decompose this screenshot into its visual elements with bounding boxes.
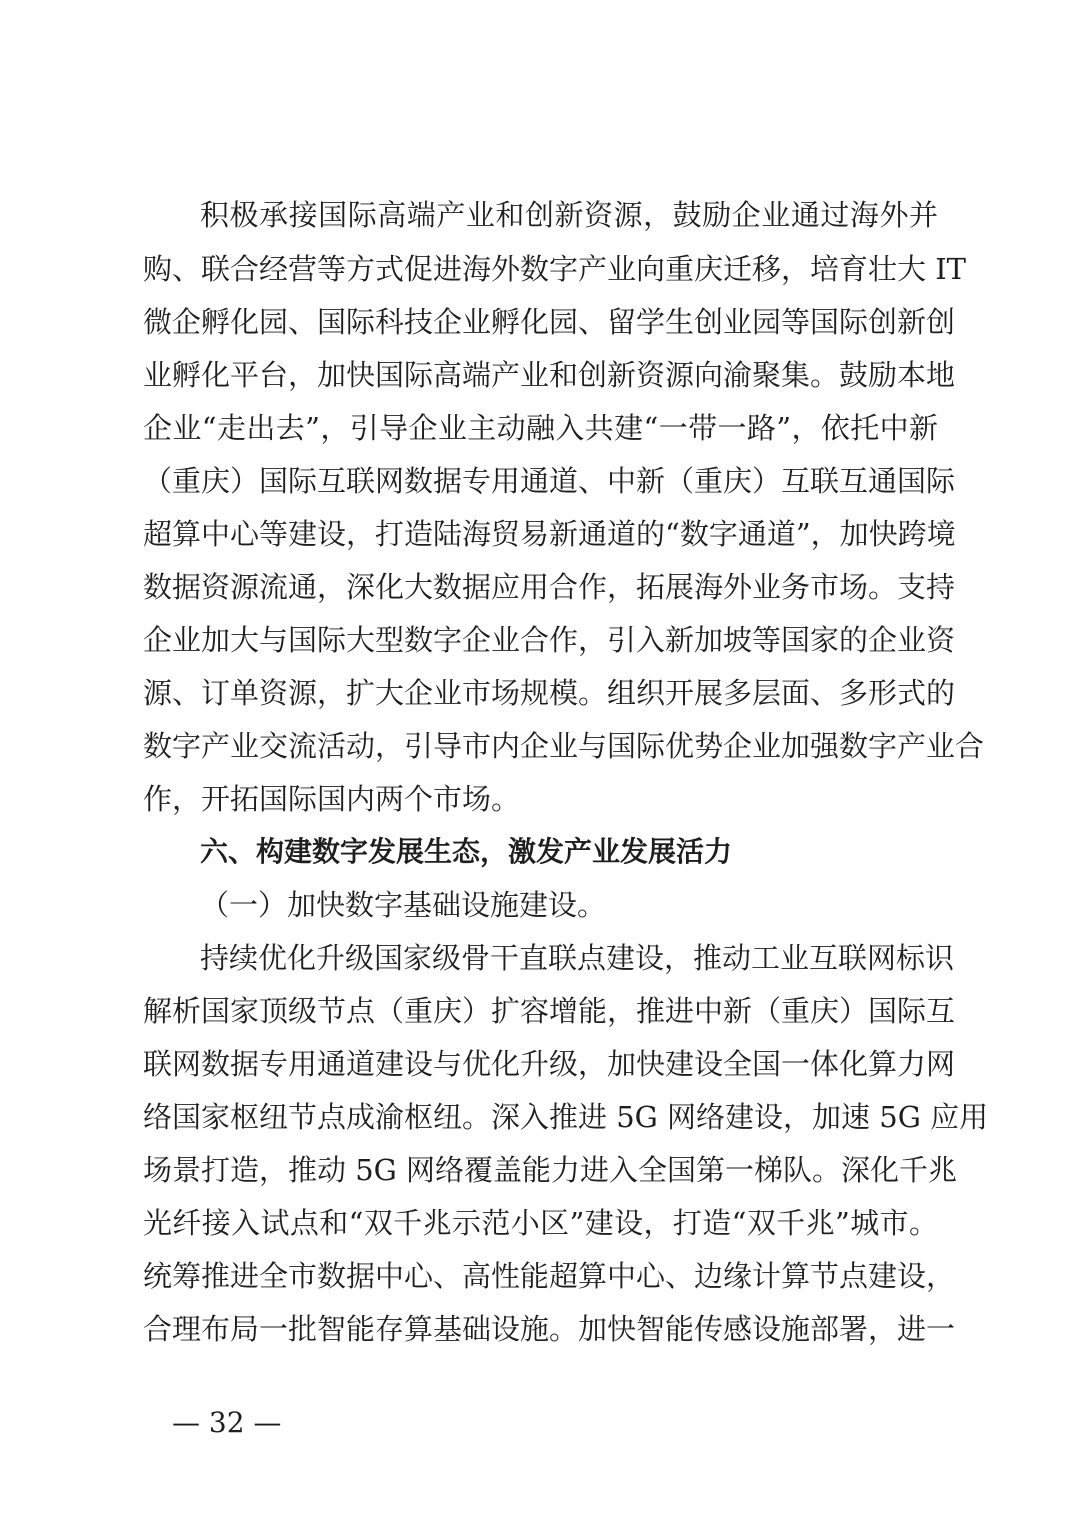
paragraph-line: 超算中心等建设，打造陆海贸易新通道的“数字通道”，加快跨境: [143, 517, 956, 551]
paragraph-line: 数字产业交流活动，引导市内企业与国际优势企业加强数字产业合: [143, 729, 985, 763]
paragraph-line: 解析国家顶级节点（重庆）扩容增能，推进中新（重庆）国际互: [143, 994, 956, 1028]
paragraph-line: 积极承接国际高端产业和创新资源，鼓励企业通过海外并: [200, 198, 938, 232]
paragraph-line: 企业加大与国际大型数字企业合作，引入新加坡等国家的企业资: [143, 623, 956, 657]
paragraph-line: 购、联合经营等方式促进海外数字产业向重庆迁移，培育壮大 IT: [143, 252, 967, 286]
paragraph-line: （重庆）国际互联网数据专用通道、中新（重庆）互联互通国际: [143, 464, 956, 498]
paragraph-line: 统筹推进全市数据中心、高性能超算中心、边缘计算节点建设，: [143, 1259, 956, 1293]
paragraph-line: 企业“走出去”，引导企业主动融入共建“一带一路”，依托中新: [143, 411, 938, 445]
paragraph-line: 数据资源流通，深化大数据应用合作，拓展海外业务市场。支持: [143, 570, 956, 604]
paragraph-line: 持续优化升级国家级骨干直联点建设，推动工业互联网标识: [200, 941, 955, 975]
paragraph-line: 源、订单资源，扩大企业市场规模。组织开展多层面、多形式的: [143, 676, 956, 710]
paragraph-line: 微企孵化园、国际科技企业孵化园、留学生创业园等国际创新创: [143, 305, 956, 339]
paragraph-line: 作，开拓国际国内两个市场。: [143, 782, 521, 816]
section-heading: 六、构建数字发展生态，激发产业发展活力: [200, 835, 733, 868]
page-number: — 32 —: [172, 1406, 282, 1439]
paragraph-line: 场景打造，推动 5G 网络覆盖能力进入全国第一梯队。深化千兆: [143, 1153, 958, 1187]
paragraph-line: 络国家枢纽节点成渝枢纽。深入推进 5G 网络建设，加速 5G 应用: [143, 1100, 989, 1134]
subsection-heading: （一）加快数字基础设施建设。: [200, 888, 607, 922]
paragraph-line: 光纤接入试点和“双千兆示范小区”建设，打造“双千兆”城市。: [143, 1206, 938, 1240]
paragraph-line: 合理布局一批智能存算基础设施。加快智能传感设施部署，进一: [143, 1312, 956, 1346]
paragraph-line: 业孵化平台，加快国际高端产业和创新资源向渝聚集。鼓励本地: [143, 358, 956, 392]
paragraph-line: 联网数据专用通道建设与优化升级，加快建设全国一体化算力网: [143, 1047, 956, 1081]
